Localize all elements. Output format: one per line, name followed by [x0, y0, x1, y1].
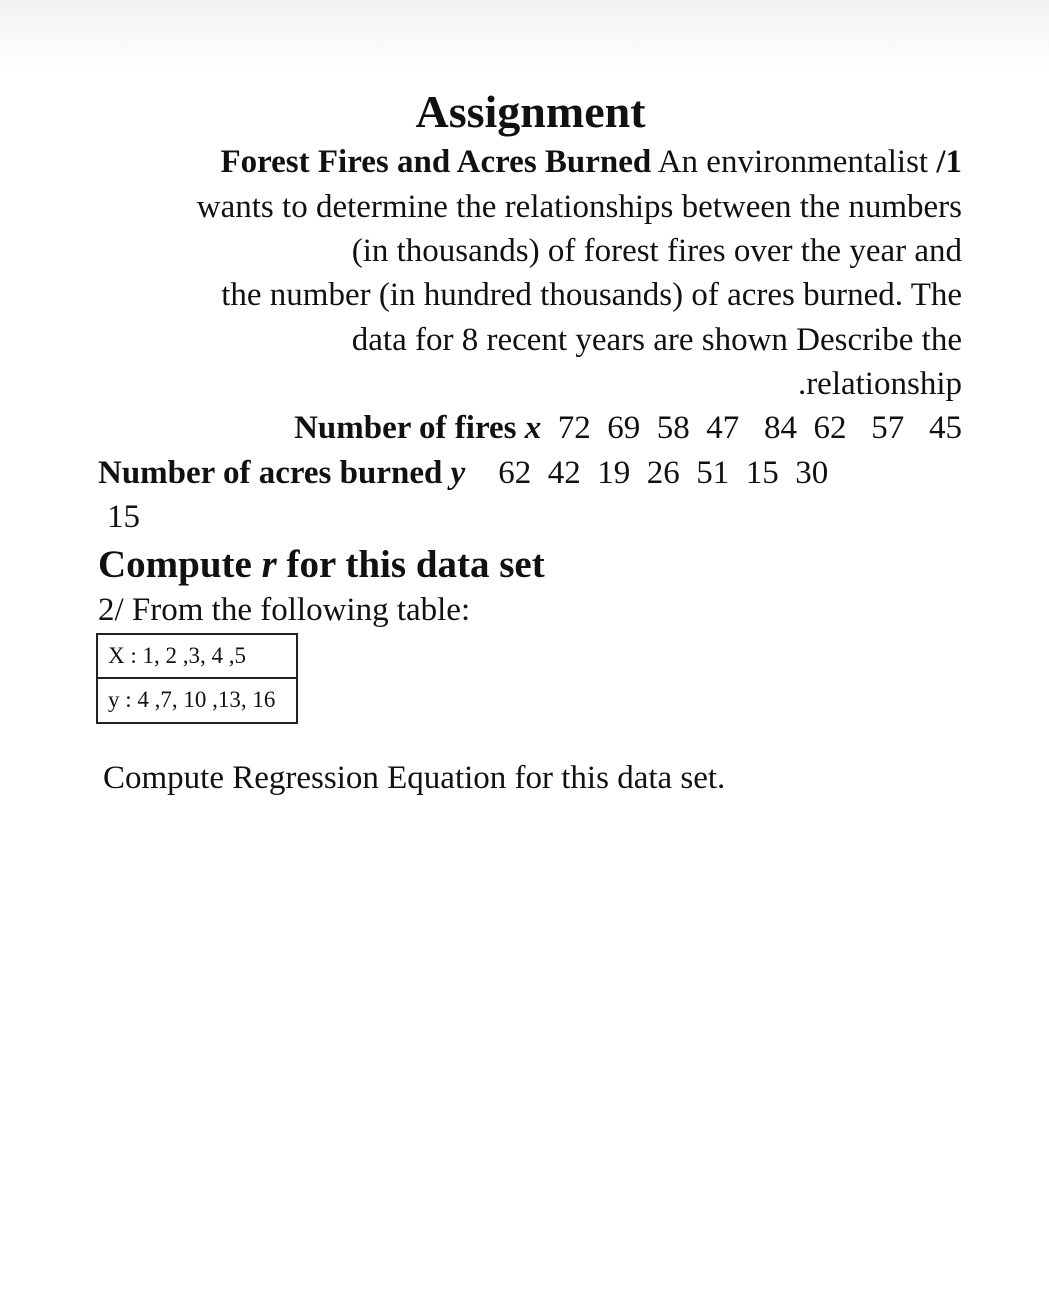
- problem1-line1: [220, 140, 962, 184]
- problem1-line3: (in thousands) of forest fires over the year and: [351, 233, 962, 269]
- problem1-line6: .relationship: [797, 366, 962, 402]
- top-shade: [0, 0, 1049, 70]
- fires-row: [294, 406, 962, 450]
- problem1-line4: the number (in hundred thousands) of acres burned. The: [221, 277, 962, 313]
- problem2-intro: 2/ From the following table:: [98, 592, 471, 628]
- compute-r-prefix: Compute: [98, 543, 262, 586]
- fires-values: 72 69 58 47 84 62 57 45: [557, 410, 962, 446]
- fires-label: Number of fires: [294, 410, 517, 446]
- acres-overflow-value: 15: [107, 499, 140, 535]
- table-row-x: X : 1, 2 ,3, 4 ,5: [108, 643, 246, 668]
- acres-row: [98, 451, 828, 495]
- compute-r-variable: r: [261, 543, 277, 586]
- problem1-line5: data for 8 recent years are shown Describe the: [351, 322, 962, 358]
- problem1-number: /1: [936, 144, 962, 180]
- compute-r-heading: [98, 540, 545, 590]
- compute-r-suffix: for this data set: [276, 543, 545, 586]
- table-row-y: y : 4 ,7, 10 ,13, 16: [98, 677, 296, 722]
- problem1-line2: wants to determine the relationships between the numbers: [196, 189, 962, 225]
- problem1-line1-text: An environmentalist: [651, 144, 937, 180]
- regression-task: Compute Regression Equation for this data set.: [103, 760, 726, 796]
- acres-values: 62 42 19 26 51 15 30: [498, 455, 829, 491]
- fires-variable: x: [524, 410, 542, 446]
- data-table: [96, 633, 298, 724]
- page-title: Assignment: [415, 86, 646, 137]
- problem1-heading: Forest Fires and Acres Burned: [220, 144, 652, 180]
- acres-variable: y: [450, 455, 466, 491]
- acres-label: Number of acres burned: [98, 455, 443, 491]
